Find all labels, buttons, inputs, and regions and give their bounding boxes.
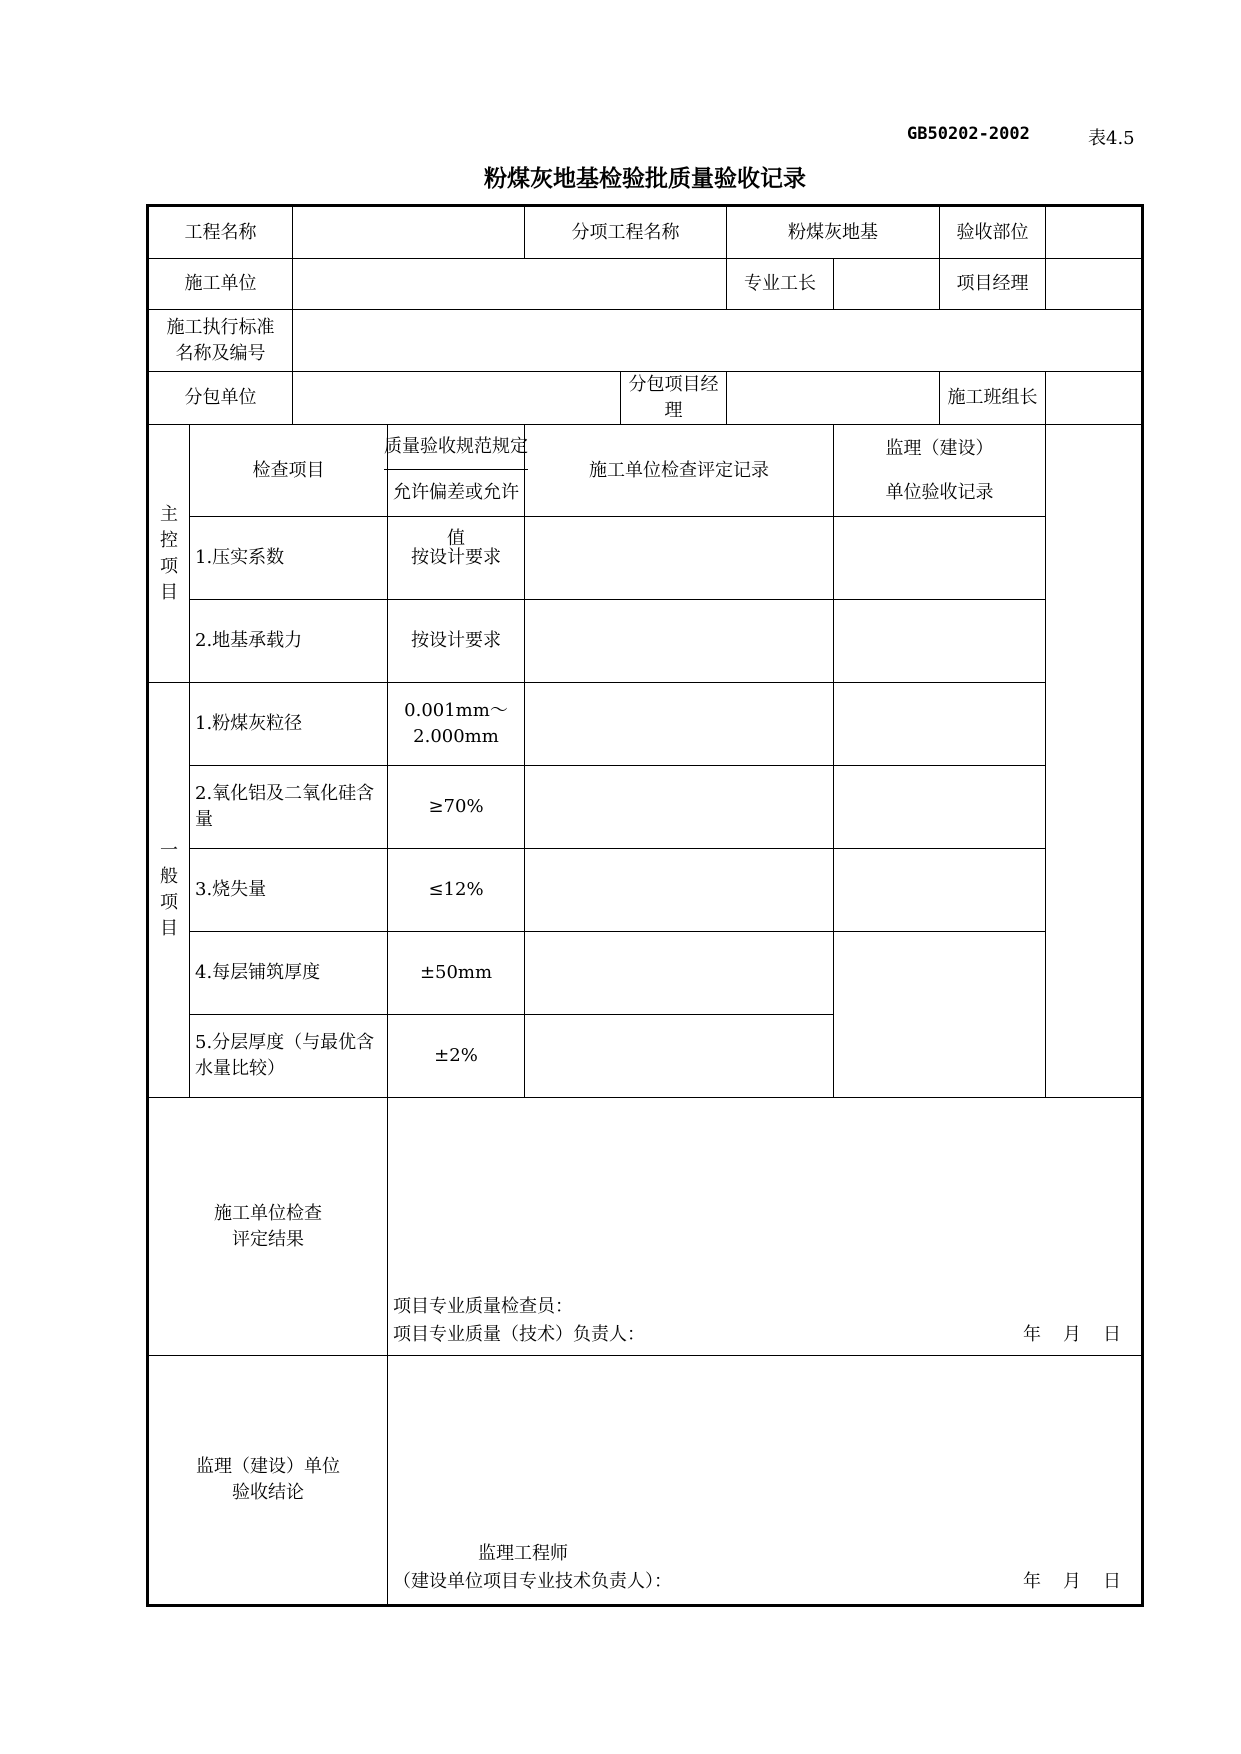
quality-responsible-label: 项目专业质量（技术）负责人： [393,1324,645,1345]
main-item-supervision[interactable] [834,600,1046,683]
main-item-supervision[interactable] [834,517,1046,600]
project-manager-field[interactable] [1046,259,1143,310]
year-label: 年 [1023,1571,1041,1592]
standard-code: GB50202-2002 [907,124,1030,144]
col-supervision [834,425,1046,517]
table-row [148,600,1143,683]
quality-inspector-label: 项目专业质量检查员： [393,1296,573,1317]
main-item-value: 按设计要求 [388,600,525,683]
general-item-name: 2.氧化铝及二氧化硅含量 [190,766,388,849]
general-item-record[interactable] [525,932,834,1015]
sub-pm-label-line2: 理 [664,400,683,421]
day-label: 日 [1103,1324,1121,1345]
general-item-supervision[interactable] [834,932,1046,1098]
general-item-name: 1.粉煤灰粒径 [190,683,388,766]
general-item-name: 3.烧失量 [190,849,388,932]
subproject-name-value[interactable]: 粉煤灰地基 [727,206,940,259]
construction-result-field[interactable] [388,1098,1143,1356]
supervision-conclusion-label-line2: 验收结论 [232,1482,304,1503]
table-row [148,683,1143,766]
standard-label [148,310,293,372]
year-label: 年 [1023,1324,1041,1345]
col-spec [384,425,528,549]
supervision-conclusion-label [148,1356,388,1606]
col-supervision-line1: 监理（建设） [885,437,994,459]
acceptance-part-field[interactable] [1046,206,1143,259]
general-group-label [148,683,190,1098]
table-row [148,517,1143,600]
general-item-value: ≤12% [388,849,525,932]
general-item-supervision[interactable] [834,849,1046,932]
general-item-value: ±50mm [388,932,525,1015]
team-leader-label: 施工班组长 [940,372,1046,425]
general-item-record[interactable] [525,766,834,849]
main-item-value: 按设计要求 [388,517,525,600]
standard-field[interactable] [293,310,1143,372]
main-item-name: 2.地基承载力 [190,600,388,683]
project-name-label: 工程名称 [148,206,293,259]
main-control-group-label [148,425,190,683]
col-spec-line1: 质量验收规范规定 [384,425,528,470]
day-label: 日 [1103,1571,1121,1592]
construction-unit-field[interactable] [293,259,727,310]
subcontractor-label: 分包单位 [148,372,293,425]
foreman-field[interactable] [834,259,940,310]
table-row [148,849,1143,932]
general-item-supervision[interactable] [834,766,1046,849]
team-leader-field[interactable] [1046,372,1143,425]
table-row [148,766,1143,849]
construction-result-label [148,1098,388,1356]
general-item-value: ≥70% [388,766,525,849]
construction-result-label-line2: 评定结果 [232,1228,304,1250]
general-item-value: 0.001mm～2.000mm [388,683,525,766]
acceptance-form-table [146,204,1144,1607]
general-item-record[interactable] [525,683,834,766]
foreman-label: 专业工长 [727,259,834,310]
general-item-record[interactable] [525,1015,834,1098]
page-title: 粉煤灰地基检验批质量验收记录 [484,166,806,192]
owner-responsible-label: （建设单位项目专业技术负责人）： [393,1571,672,1592]
sub-pm-field[interactable] [727,372,940,425]
table-number: 表4.5 [1088,128,1135,149]
col-supervision-line2: 单位验收记录 [885,481,994,503]
table-row [148,932,1143,1015]
main-item-record[interactable] [525,517,834,600]
general-item-value: ±2% [388,1015,525,1098]
month-label: 月 [1063,1324,1081,1345]
supervision-conclusion-field[interactable] [388,1356,1143,1606]
construction-result-date [1001,1321,1121,1349]
construction-result-label-line1: 施工单位检查 [214,1202,322,1224]
main-item-record[interactable] [525,600,834,683]
construction-unit-label: 施工单位 [148,259,293,310]
col-construction-record: 施工单位检查评定记录 [525,425,834,517]
standard-label-line1: 施工执行标准 [166,316,275,338]
general-item-record[interactable] [525,849,834,932]
acceptance-part-label: 验收部位 [940,206,1046,259]
col-spec-line2: 允许偏差或允许值 [393,482,519,549]
general-group-text: 一般项目 [160,840,178,939]
standard-label-line2: 名称及编号 [175,342,266,364]
main-item-name: 1.压实系数 [190,517,388,600]
general-item-name: 4.每层铺筑厚度 [190,932,388,1015]
sub-pm-label [621,372,727,425]
project-name-field[interactable] [293,206,525,259]
supervision-conclusion-label-line1: 监理（建设）单位 [196,1456,340,1477]
main-control-group-text: 主控项目 [160,503,178,603]
subproject-name-label: 分项工程名称 [525,206,727,259]
general-item-name: 5.分层厚度（与最优含水量比较） [190,1015,388,1098]
supervision-engineer-label: 监理工程师 [478,1543,568,1564]
project-manager-label: 项目经理 [940,259,1046,310]
sub-pm-label-line1: 分包项目经 [628,374,719,395]
general-item-supervision[interactable] [834,683,1046,766]
subcontractor-field[interactable] [293,372,621,425]
col-check-item: 检查项目 [190,425,388,517]
month-label: 月 [1063,1571,1081,1592]
supervision-conclusion-date [1001,1568,1121,1596]
